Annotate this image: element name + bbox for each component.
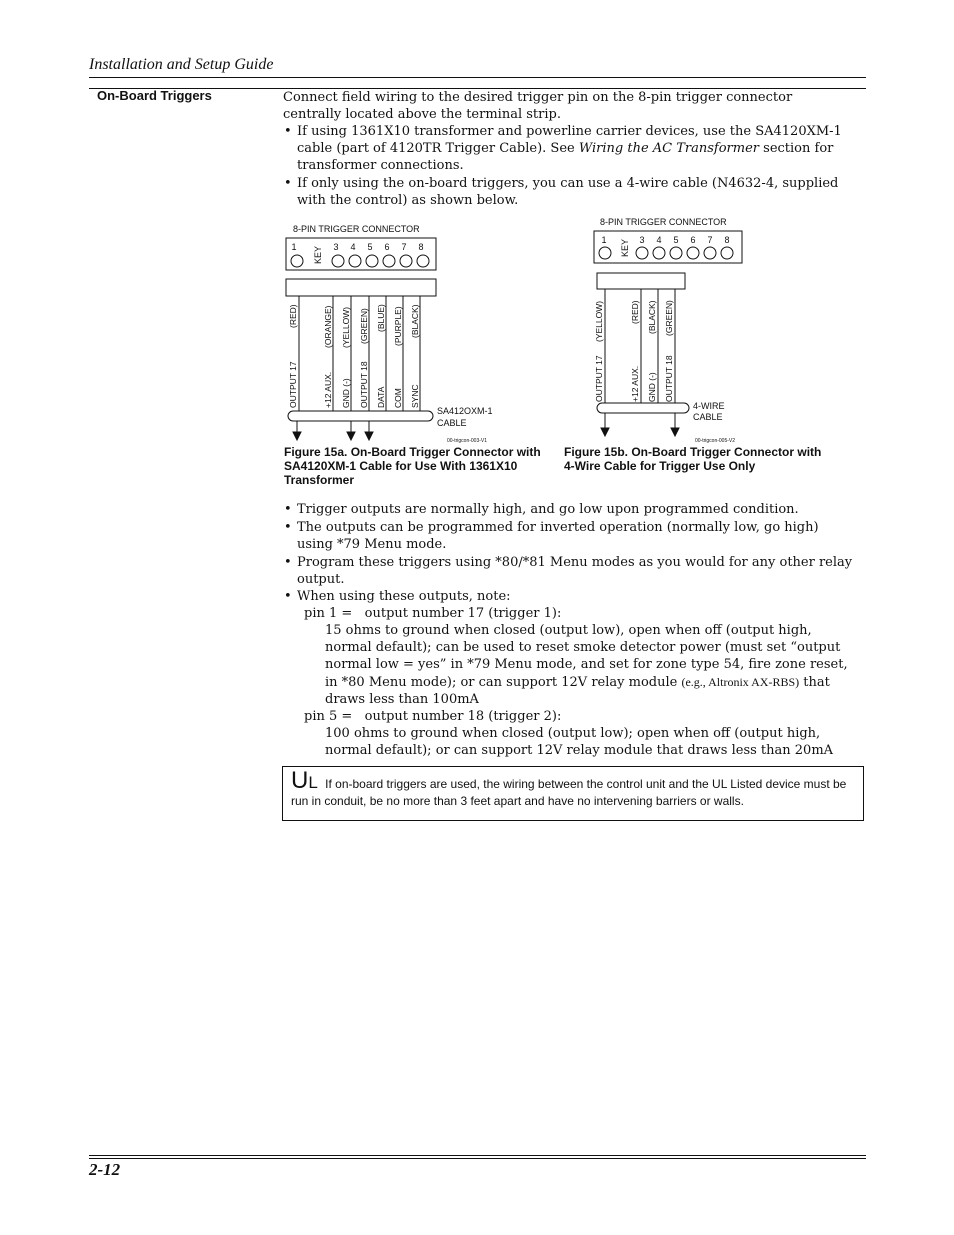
figure-15a-diagram	[283, 220, 513, 445]
fig-a-pin-6	[383, 255, 395, 267]
fig-b-pin-8	[721, 247, 733, 259]
fig-a-connector-body	[286, 238, 436, 270]
bullet-transformer-pre: If using 1361X10 transformer and powerline carrier devices, use the SA4120XM-1 cable (part of 4120TR Trigger Cable). See	[297, 124, 842, 157]
fig-a-wire-color-6: (PURPLE)	[393, 306, 403, 346]
fig-b-pin-5	[670, 247, 682, 259]
fig-b-pin-label-6: 6	[690, 235, 696, 245]
fig-a-wire-name-1: OUTPUT 17	[288, 361, 298, 408]
fig-b-plug	[597, 273, 685, 289]
fig-a-connector-label: 8-PIN TRIGGER CONNECTOR	[293, 224, 420, 234]
fig-b-wire-name-1: OUTPUT 17	[594, 355, 604, 402]
fig-b-pin-label-7: 7	[707, 235, 713, 245]
ul-logo-l: L	[308, 773, 318, 792]
fig-b-cable-label-2: CABLE	[693, 412, 723, 422]
fig-b-wire-name-2: +12 AUX.	[630, 365, 640, 402]
bullet-normally-high: • Trigger outputs are normally high, and go low upon programmed condition.	[284, 501, 854, 518]
fig-b-pin-label-3: 3	[639, 235, 645, 245]
fig-a-wire-color-2: (ORANGE)	[323, 305, 333, 348]
bullet-four-wire: • If only using the on-board triggers, you can use a 4-wire cable (N4632-4, supplied with the control) as shown below.	[284, 175, 854, 209]
section-heading: On-Board Triggers	[97, 88, 212, 103]
pin1-label: pin 1 = output number 17 (trigger 1):	[304, 606, 562, 621]
fig-b-pin-label-8: 8	[724, 235, 730, 245]
fig-b-pin-7	[704, 247, 716, 259]
figure-15b	[591, 214, 771, 444]
fig-a-wire-name-5: DATA	[376, 386, 386, 408]
fig-a-pin-1	[291, 255, 303, 267]
fig-a-pin-label-3: 3	[333, 242, 339, 252]
fig-a-pin-label-6: 6	[384, 242, 390, 252]
fig-a-wire-color-5: (BLUE)	[376, 304, 386, 332]
ul-note-box	[282, 766, 864, 821]
fig-b-code: 00-trigcon-005-V2	[695, 438, 736, 444]
fig-b-pin-4	[653, 247, 665, 259]
fig-a-pin-label-1: 1	[291, 242, 297, 252]
fig-a-plug	[286, 279, 436, 296]
fig-b-wire-color-1: (YELLOW)	[594, 300, 604, 342]
intro-paragraph: Connect field wiring to the desired trigger pin on the 8-pin trigger connector centrally located above the terminal strip.	[283, 90, 793, 123]
bullet-transformer-link: Wiring the AC Transformer	[578, 141, 760, 157]
bullet-inverted: • The outputs can be programmed for inverted operation (normally low, go high) using *79 Menu mode.	[284, 519, 854, 553]
fig-a-cable-sheath	[288, 411, 433, 421]
pin1-desc-post: that draws less than 100mA	[325, 674, 830, 707]
fig-b-wire-color-4: (GREEN)	[664, 300, 674, 336]
fig-a-wire-name-2: +12 AUX.	[323, 371, 333, 408]
fig-a-wire-name-3: GND (-)	[341, 378, 351, 408]
fig-b-cable-leads	[601, 413, 679, 436]
fig-b-pin-label-key: KEY	[620, 238, 630, 258]
fig-a-cable-leads	[293, 421, 373, 440]
fig-a-wire-color-4: (GREEN)	[359, 308, 369, 344]
fig-a-code: 00-trigcon-003-V1	[447, 438, 488, 444]
fig-a-cable-label-1: SA412OXM-1	[437, 406, 493, 416]
header-title: Installation and Setup Guide	[89, 56, 274, 73]
fig-a-wire-name-4: OUTPUT 18	[359, 361, 369, 408]
fig-a-pin-label-4: 4	[350, 242, 356, 252]
fig-a-wire-color-1: (RED)	[288, 304, 298, 328]
figure-15a-caption: Figure 15a. On-Board Trigger Connector with SA4120XM-1 Cable for Use With 1361X10 Transformer	[284, 445, 541, 487]
bullet-transformer-post: section for transformer connections.	[297, 141, 834, 174]
fig-b-pin-label-4: 4	[656, 235, 662, 245]
fig-b-wire-name-4: OUTPUT 18	[664, 355, 674, 402]
ul-logo-u: U	[291, 767, 309, 794]
fig-b-wire-name-3: GND (-)	[647, 372, 657, 402]
fig-b-wire-color-2: (RED)	[630, 300, 640, 324]
figure-15b-diagram	[591, 214, 771, 444]
fig-a-pin-label-8: 8	[418, 242, 424, 252]
fig-b-pin-label-5: 5	[673, 235, 679, 245]
ul-logo-icon	[291, 767, 318, 794]
pin1-description	[325, 622, 855, 708]
pin1-desc-example: (e.g., Altronix AX-RBS)	[681, 674, 800, 689]
fig-b-pin-1	[599, 247, 611, 259]
fig-a-pin-3	[332, 255, 344, 267]
fig-b-cable-label-1: 4-WIRE	[693, 401, 725, 411]
pin5-label: pin 5 = output number 18 (trigger 2):	[304, 709, 562, 724]
fig-a-wire-name-6: COM	[393, 388, 403, 408]
fig-a-pin-label-7: 7	[401, 242, 407, 252]
footer-rule-top	[89, 1155, 866, 1156]
fig-a-wire-color-7: (BLACK)	[410, 304, 420, 338]
fig-a-pin-7	[400, 255, 412, 267]
fig-b-connector-body	[594, 231, 742, 263]
figure-15b-caption: Figure 15b. On-Board Trigger Connector with 4-Wire Cable for Trigger Use Only	[564, 445, 822, 473]
fig-a-pin-5	[366, 255, 378, 267]
fig-a-pin-label-5: 5	[367, 242, 373, 252]
footer-rule-bottom	[89, 1158, 866, 1159]
fig-b-wire-color-3: (BLACK)	[647, 300, 657, 334]
bullet-note: • When using these outputs, note:	[284, 588, 854, 605]
fig-a-wire-color-3: (YELLOW)	[341, 306, 351, 348]
fig-a-cable-label-2: CABLE	[437, 418, 467, 428]
fig-a-pin-label-key: KEY	[313, 245, 323, 265]
fig-b-pin-3	[636, 247, 648, 259]
header-rule-top	[89, 77, 866, 78]
fig-b-pin-label-1: 1	[601, 235, 607, 245]
figure-15a	[283, 220, 513, 445]
bullet-transformer	[284, 123, 854, 175]
pin1-desc-pre: 15 ohms to ground when closed (output low), open when off (output high, normal default); can be used to reset smoke detector power (must set “output normal low = yes” in *79 Menu mode, and set for zone type 54, fire zone reset, in *80 Menu mode); or can support 12V relay module	[325, 623, 848, 690]
fig-b-cable-sheath	[597, 403, 689, 413]
fig-a-pin-4	[349, 255, 361, 267]
pin5-description: 100 ohms to ground when closed (output low); open when off (output high, normal default); or can support 12V relay module that draws less than 20mA	[325, 726, 834, 759]
fig-b-connector-label: 8-PIN TRIGGER CONNECTOR	[600, 217, 727, 227]
fig-a-wire-name-7: SYNC	[410, 384, 420, 408]
fig-a-pin-8	[417, 255, 429, 267]
page-number: 2-12	[89, 1160, 121, 1179]
fig-b-pin-6	[687, 247, 699, 259]
bullet-program: • Program these triggers using *80/*81 Menu modes as you would for any other relay output.	[284, 554, 854, 588]
ul-note-text: If on-board triggers are used, the wiring between the control unit and the UL Listed device must be run in conduit, be no more than 3 feet apart and have no intervening barriers or walls.	[291, 777, 847, 808]
